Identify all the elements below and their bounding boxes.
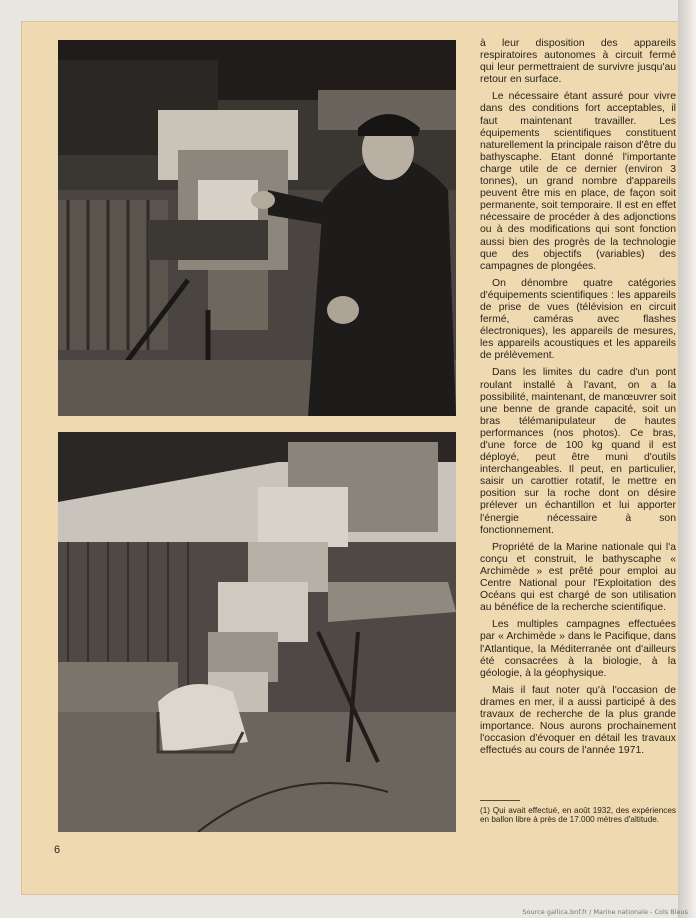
- photo-manipulator-arm-with-bucket: [58, 432, 456, 832]
- footnote-divider: [480, 800, 520, 801]
- page-number: 6: [54, 844, 61, 856]
- paragraph-6: Les multiples campagnes effectuées par « Archimède » dans le Pacifique, dans l'Atlantique, la Méditerranée ont d'ailleurs été consacrées à la biologie, à la géologie, à la géophysique.: [480, 619, 676, 679]
- photo-officer-inspecting-manipulator: [58, 40, 456, 416]
- article-text-column: [480, 38, 676, 762]
- paragraph-7: Mais il faut noter qu'à l'occasion de drames en mer, il a aussi participé à des travaux de recherche de la plus grande importance. Nous aurons prochainement l'occasion d'évoquer en détail les travaux effectués au cours de l'année 1971.: [480, 684, 676, 757]
- magazine-page: [22, 22, 678, 894]
- source-credit: Source gallica.bnf.fr / Marine nationale - Cols Bleus: [522, 908, 688, 916]
- paragraph-4: Dans les limites du cadre d'un pont roulant installé à l'avant, on a la possibilité, maintenant, de manœuvrer soit une benne de grande capacité, soit un bras télémanipulateur de hautes performances (nos photos). Ce bras, d'une force de 100 kg quand il est déployé, peut être muni d'outils interchangeables. Il peut, en particulier, saisir un carottier rotatif, le mettre en position sur la roche dont on désire prélever un échantillon et lui apporter l'énergie nécessaire à son fonctionnement.: [480, 367, 676, 536]
- paragraph-2: Le nécessaire étant assuré pour vivre dans des conditions fort acceptables, il faut maintenant travailler. Les équipements scientifiques constituent naturellement la principale raison d'être du bathyscaphe. Etant donné l'importante charge utile de ce dernier (environ 3 tonnes), un grand nombre d'appareils peuvent être mis en place, de façon soit permanente, soit temporaire. Il est en effet nécessaire de procéder à des adjonctions ou à des modifications qui sont fonction aussi bien des progrès de la technologie que des objectifs (variables) des campagnes de plongées.: [480, 91, 676, 272]
- paragraph-5: Propriété de la Marine nationale qui l'a conçu et construit, le bathyscaphe « Archimède » est prêté pour emploi au Centre National pour l'Exploitation des Océans qui est chargé de son utilisation au bénéfice de la recherche scientifique.: [480, 541, 676, 614]
- paragraph-1: à leur disposition des appareils respiratoires autonomes à circuit fermé qui leur permettraient de survivre jusqu'au retour en surface.: [480, 38, 676, 86]
- photo-top-illustration: [58, 40, 456, 416]
- footnote: (1) Qui avait effectué, en août 1932, des expériences en ballon libre à près de 17.000 mètres d'altitude.: [480, 806, 676, 825]
- photo-bottom-illustration: [58, 432, 456, 832]
- scan-edge: [678, 0, 696, 918]
- paragraph-3: On dénombre quatre catégories d'équipements scientifiques : les appareils de prise de vues (télévision en circuit fermé, caméras avec flashes électroniques), les appareils de mesures, les appareils acoustiques et les appareils de prélèvement.: [480, 277, 676, 362]
